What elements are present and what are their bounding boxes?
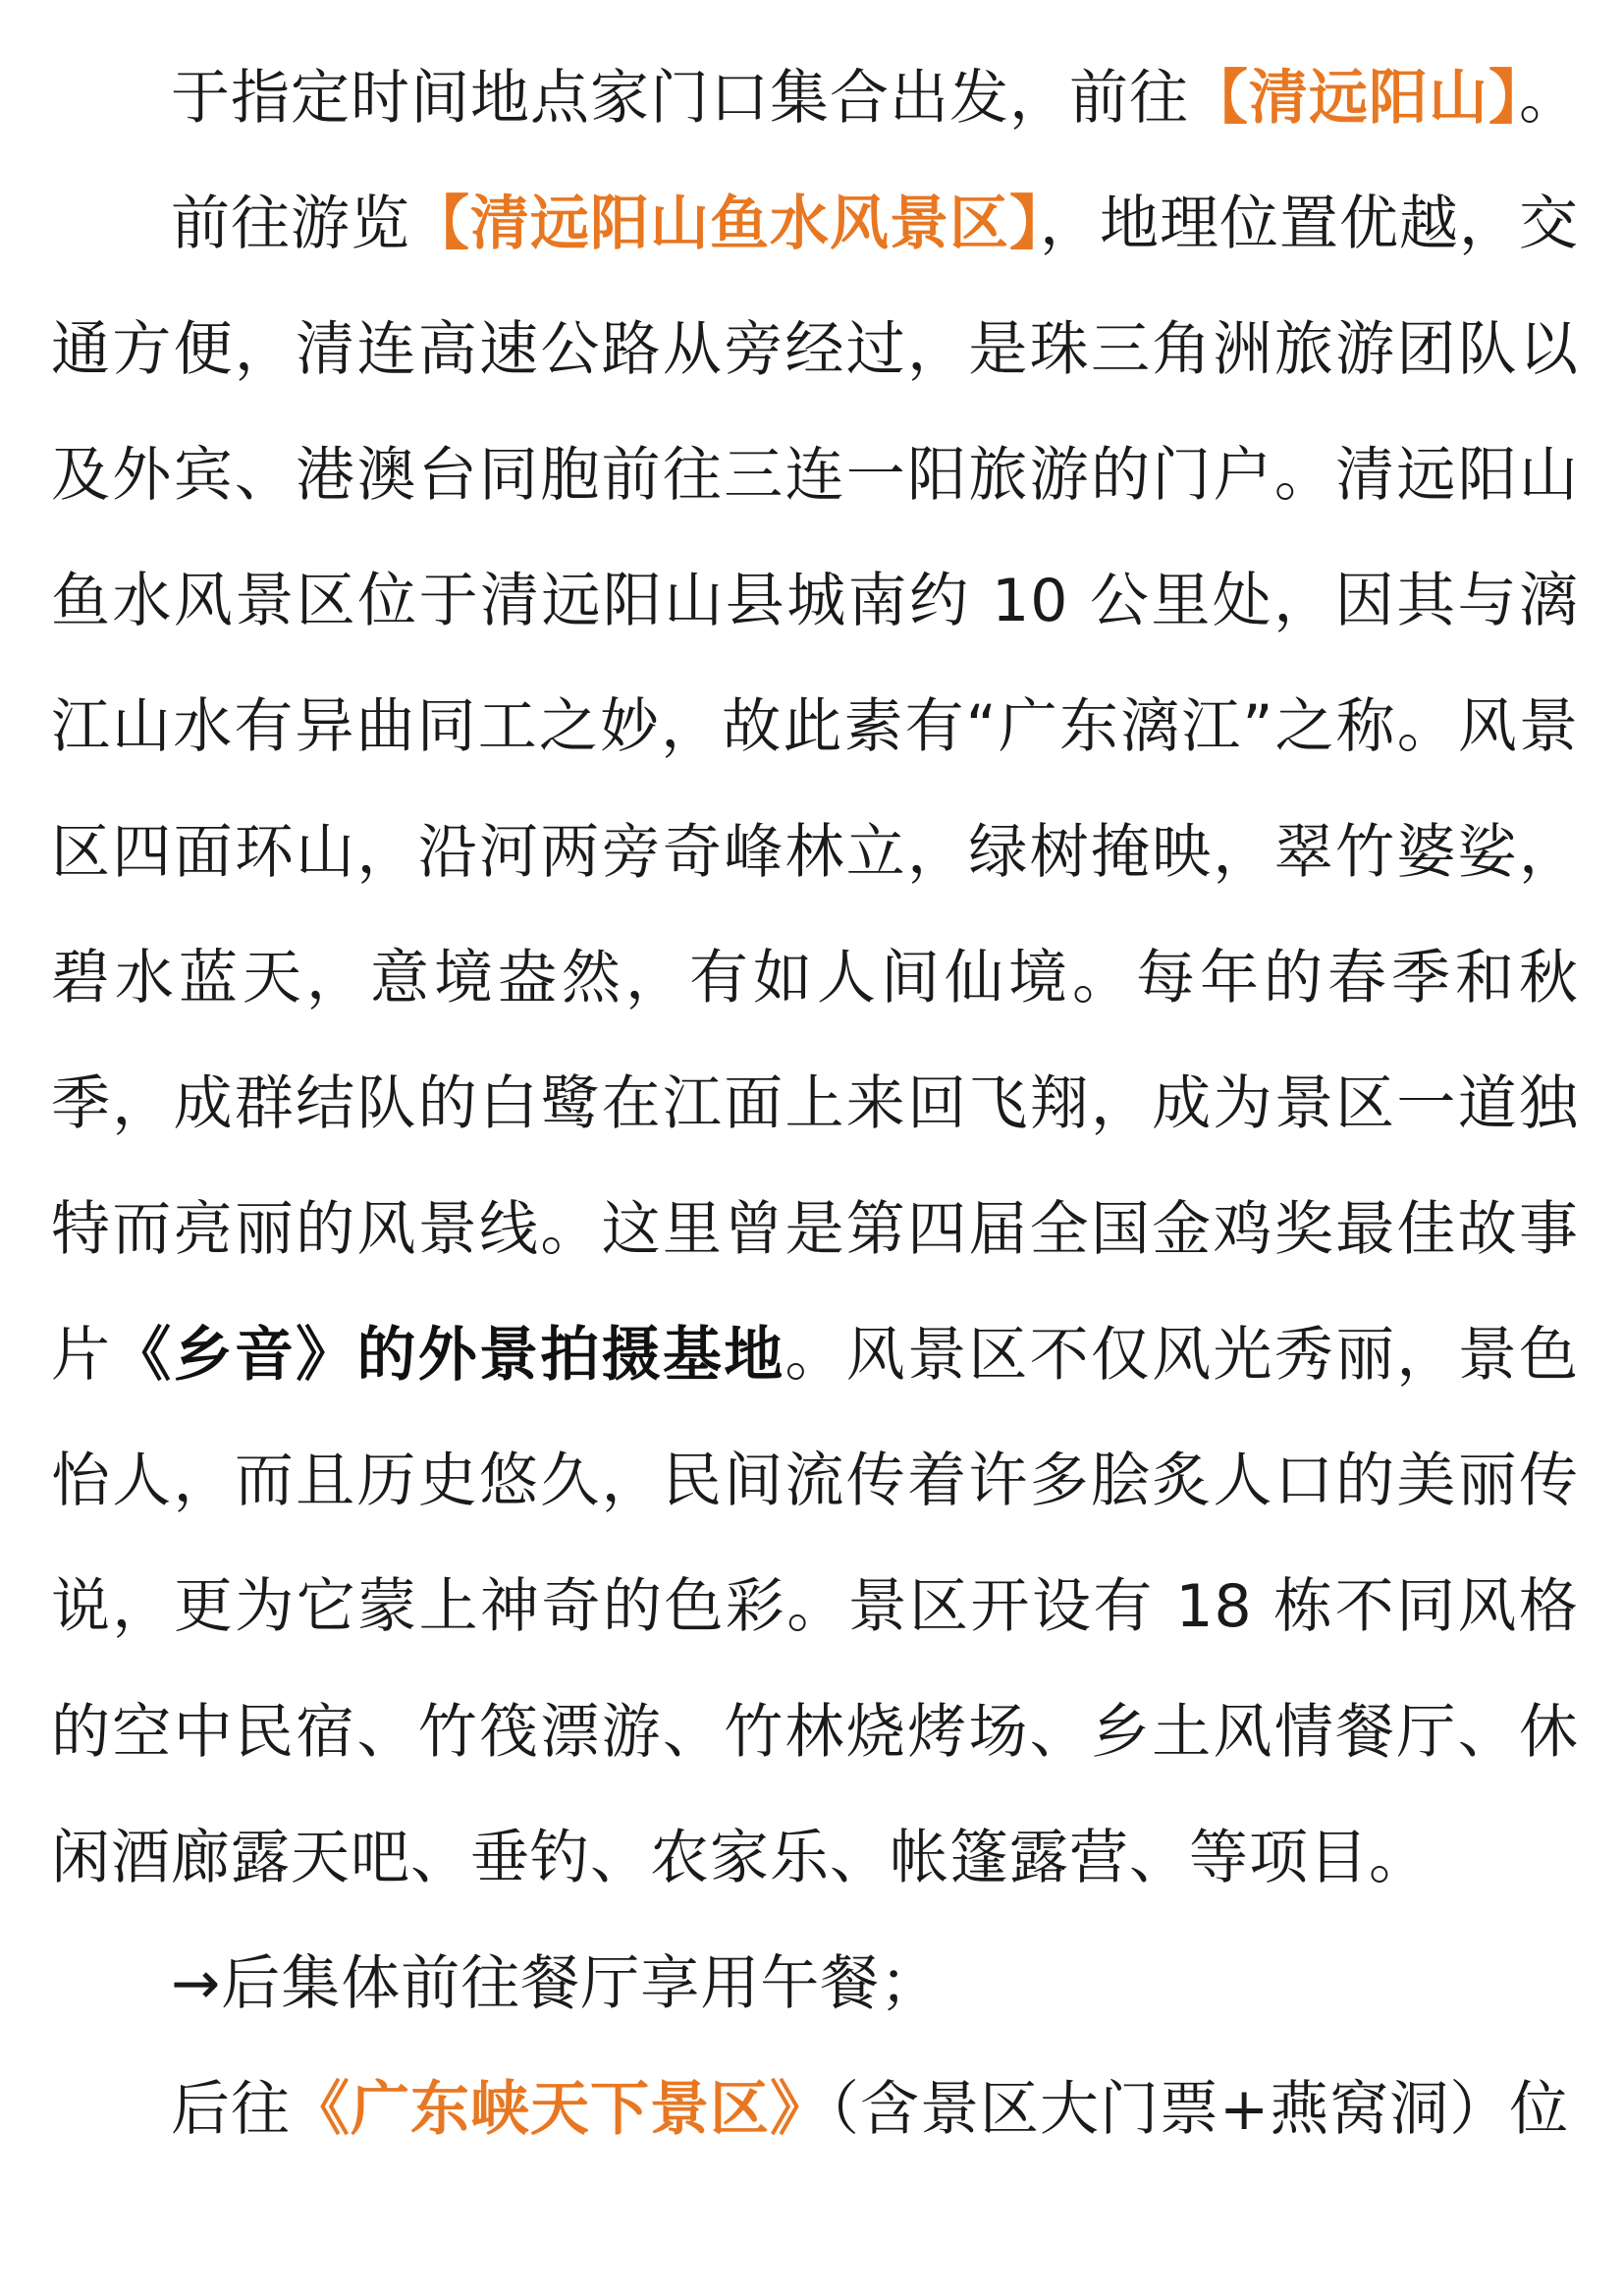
next-intro-text: 后往 <box>171 2075 291 2144</box>
scenic-description-continued: 。风景区不仅风光秀丽，景色怡人，而且历史悠久，民间流传着许多脍炙人口的美丽传说，更为它蒙上神奇的色彩。景区开设有 18 栋不同风格的空中民宿、竹筏漂游、竹林烧烤场、乡土风情餐厅、休闲酒廊露天吧、垂钓、农家乐、帐篷露营、等项目。 <box>51 1321 1580 1892</box>
paragraph-lunch <box>51 1921 1579 2047</box>
departure-text: 于指定时间地点家门口集合出发，前往 <box>171 64 1189 133</box>
scenic-description-text: ，地理位置优越，交通方便，清连高速公路从旁经过，是珠三角洲旅游团队以及外宾、港澳台同胞前往三连一阳旅游的门户。清远阳山鱼水风景区位于清远阳山县城南约 10 公里处，因其与漓江山水有异曲同工之妙，故此素有“广东漓江”之称。风景区四面环山，沿河两旁奇峰林立，绿树掩映，翠竹婆娑，碧水蓝天，意境盎然，有如人间仙境。每年的春季和秋季，成群结队的白鹭在江面上来回飞翔，成为景区一道独特而亮丽的风景线。这里曾是第四届全国金鸡奖最佳故事片 <box>51 190 1579 1390</box>
scenic-area-highlight: 【清远阳山鱼水风景区】 <box>410 190 1040 258</box>
next-destination-highlight: 《广东峡天下景区》 <box>291 2075 830 2144</box>
document-page <box>51 35 1579 2172</box>
next-destination-text: （含景区大门票+燕窝洞）位 <box>830 2075 1570 2144</box>
scenic-intro-text: 前往游览 <box>171 190 410 258</box>
destination-highlight: 【清远阳山】 <box>1189 64 1519 133</box>
departure-end: 。 <box>1519 64 1579 133</box>
paragraph-scenic-area <box>51 161 1579 1921</box>
paragraph-departure <box>51 35 1579 161</box>
paragraph-next-destination <box>51 2047 1579 2172</box>
lunch-text: →后集体前往餐厅享用午餐； <box>171 1949 941 2018</box>
film-location-bold: 《乡音》的外景拍摄基地 <box>112 1321 785 1390</box>
